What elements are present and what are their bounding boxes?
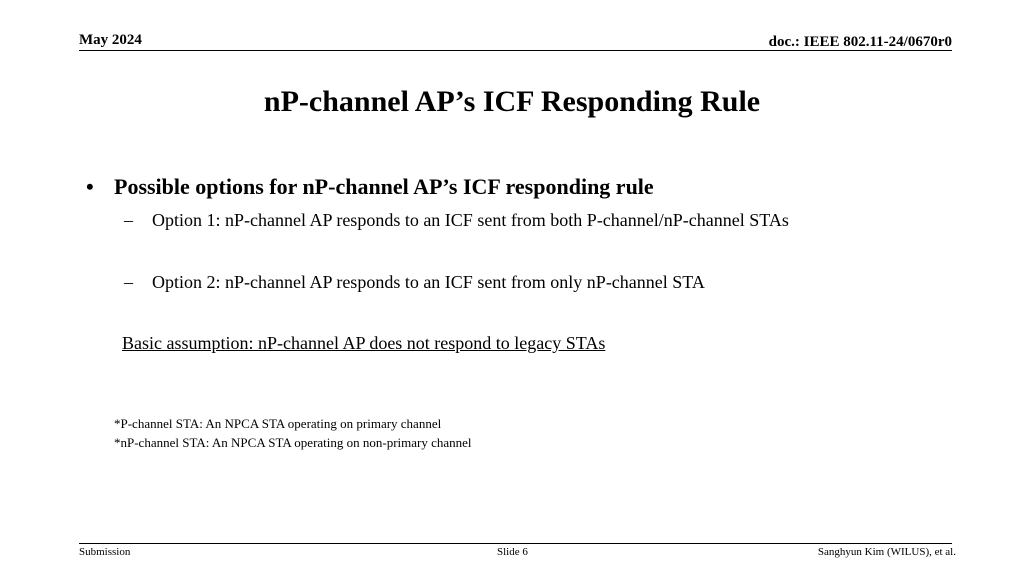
header-rule [79,50,952,51]
option-2-text: Option 2: nP-channel AP responds to an ICF sent from only nP-channel STA [152,272,705,292]
footnote-p-channel: *P-channel STA: An NPCA STA operating on primary channel [114,416,442,431]
option-1 [124,210,789,231]
slide-title: nP-channel AP’s ICF Responding Rule [263,85,761,118]
header-date: May 2024 [79,32,142,48]
footer-author: Sanghyun Kim (WILUS), et al. [817,546,956,558]
footnotes [114,414,472,452]
bullet-dot-icon: • [86,174,94,199]
footnote-np-channel: *nP-channel STA: An NPCA STA operating on non-primary channel [114,435,472,450]
footer-rule [79,543,952,544]
dash-icon: – [124,210,133,230]
footer-slide-number: Slide 6 [497,546,528,558]
main-bullet [86,174,654,200]
option-2 [124,272,705,293]
dash-icon: – [124,272,133,292]
header-doc-id: doc.: IEEE 802.11-24/0670r0 [768,34,952,50]
main-bullet-text: Possible options for nP-channel AP’s ICF responding rule [114,174,654,199]
footer-submission: Submission [79,546,131,558]
basic-assumption: Basic assumption: nP-channel AP does not respond to legacy STAs [122,333,606,353]
option-1-text: Option 1: nP-channel AP responds to an ICF sent from both P-channel/nP-channel STAs [152,210,789,230]
